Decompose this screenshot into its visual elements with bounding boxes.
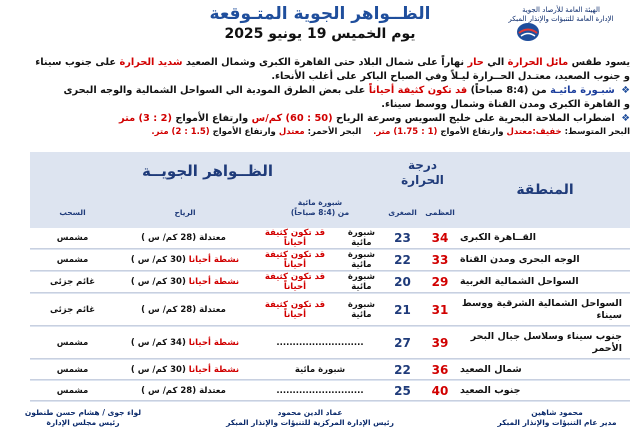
table-row: الوجه البحرى ومدن القناة 33 22 شبورة مائية قد تكون كثيفة أحياناً نشطة أحيانا (30 كم/ س ) مشمس [30, 250, 630, 271]
table-row: القــاهرة الكبرى 34 23 شبورة مائية قد تكون كثيفة أحياناً معتدلة (28 كم/ س ) مشمس [30, 228, 630, 249]
bullet-icon: ❖ [621, 113, 630, 124]
bullet-icon: ❖ [621, 85, 630, 96]
signatures [0, 402, 640, 445]
signature-chairman: لواء جوى / هشام حسن طنطون رئيس مجلس الإدارة [24, 408, 142, 427]
forecast-table [30, 152, 630, 402]
table-row: السواحل الشمالية الغربية 29 20 شبورة مائية قد تكون كثيفة أحياناً نشطة أحيانا (30 كم/ س ) غائم جزئى [30, 272, 630, 293]
forecast-description [8, 56, 630, 140]
header-clouds: السحب [59, 208, 86, 217]
page-title: الظــواهر الجوية المتـوقعة [209, 4, 431, 24]
desc-line4: و القاهرة الكبرى ومدن القناة وشمال ووسط سيناء. [381, 99, 630, 110]
org-name [486, 6, 636, 24]
desc-line3: ❖ شبـورة مائيـة من (8:4 صباحاً) قد تكون كثيفة أحياناً على بعض الطرق المودية الي السواحل الشمالية والوجه البحرى [63, 85, 630, 96]
table-row: جنوب الصعيد 40 25 ........................... معتدلة (28 كم/ س ) مشمس [30, 381, 630, 401]
signature-director: محمود شاهين مدير عام التنبؤات والإنذار المبكر [497, 408, 617, 427]
ema-logo-icon [516, 22, 540, 42]
report-header [0, 0, 640, 56]
header-region: المنطقة [516, 182, 574, 198]
header-wind: الرياح [174, 208, 196, 217]
table-row: جنوب سيناء وسلاسل جبال البحر الأحمر 39 27 ........................... نشطة أحيانا (34 كم/ س ) مشمس [30, 327, 630, 359]
org-line1: الهيئة العامة للأرصاد الجوية [522, 6, 600, 14]
header-fog: شبورة مائية من (8:4 صباحاً) [290, 198, 350, 217]
desc-line2: و جنوب الصعيد، معتـدل الحــرارة ليـلاً وفي الصباح الباكر على أغلب الأنحاء. [271, 71, 630, 82]
header-min: الصغرى [388, 208, 417, 217]
desc-line6: البحر المتوسط: خفيف:معتدل وارتفاع الأمواج (1 : 1.75) متر. البحر الأحمر: معتدل وارتفاع الأمواج (1.5 : 2) متر. [151, 127, 630, 137]
header-max: العظمى [425, 208, 455, 217]
report-date: يوم الخميس 19 يونيو 2025 [224, 26, 416, 42]
desc-line5: ❖ اضطراب الملاحة البحرية على خليج السويس وسرعة الرياح (50 : 60) كم/س وارتفاع الأمواج (2 : 3) متر [118, 113, 630, 124]
header-temp: درجة الحرارة [401, 158, 444, 187]
org-line2: الإدارة العامة للتنبؤات والإنذار المبكر [508, 15, 614, 23]
table-row: السواحل الشمالية الشرقية ووسط سيناء 31 21 شبورة مائية قد تكون كثيفة أحياناً معتدلة (28 كم/ س ) غائم جزئى [30, 294, 630, 326]
desc-line1: يسود طقس مائل الحرارة الي حار نهاراً على شمال البلاد حتى القاهرة الكبرى وشمال الصعيد شديد الحرارة على جنوب سيناء [35, 57, 630, 68]
header-phenomena: الظــواهر الجويــة [141, 162, 274, 180]
table-row: شمال الصعيد 36 22 شبورة مائية نشطة أحيانا (30 كم/ س ) مشمس [30, 360, 630, 380]
signature-head: عماد الدين محمود رئيس الإدارة المركزية للتنبؤات والإنذار المبكر [226, 408, 394, 427]
